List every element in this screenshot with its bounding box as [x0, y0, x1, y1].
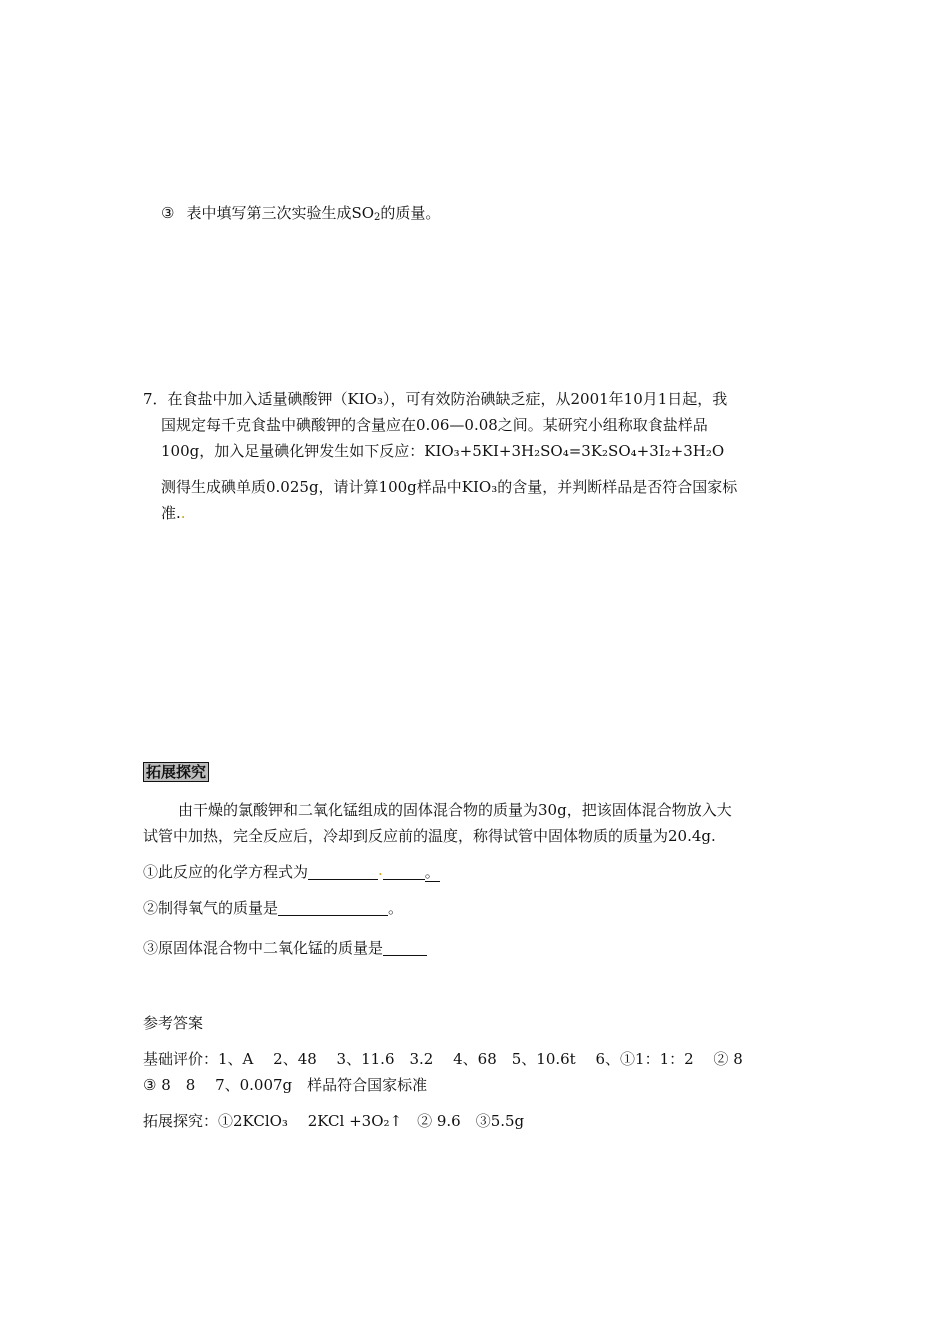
q7-line5: [161, 503, 186, 523]
answers-basic-line2: ③ 8 8 7、0.007g 样品符合国家标准: [143, 1076, 428, 1094]
extension-item2-label: ②制得氧气的质量是: [143, 899, 279, 917]
q6-item3-text-after: 的质量。: [380, 204, 441, 222]
extension-item2: [143, 898, 403, 918]
answer-blank-oxygen: [278, 899, 388, 916]
q6-item3-marker: ③: [161, 204, 175, 222]
answers-title: 参考答案: [143, 1014, 204, 1032]
extension-heading: 拓展探究: [143, 762, 209, 782]
stray-dot: .: [378, 861, 383, 879]
extension-para-line1: 由干燥的氯酸钾和二氧化锰组成的固体混合物的质量为30g，把该固体混合物放入大: [178, 801, 732, 819]
q6-item3-subscript: 2: [374, 212, 381, 223]
q6-item3: [161, 203, 440, 223]
q7-line5-text: 准.: [161, 504, 181, 522]
q7-line2: 国规定每千克食盐中碘酸钾的含量应在0.06—0.08之间。某研究小组称取食盐样品: [161, 416, 708, 434]
q7-number: 7．: [143, 390, 168, 408]
answer-blank-mno2: [383, 939, 427, 956]
q7-line1-text: 在食盐中加入适量碘酸钾（KIO₃），可有效防治碘缺乏症，从2001年10月1日起，我: [167, 390, 728, 408]
answer-blank-equation: [308, 863, 378, 880]
extension-heading-row: [143, 762, 209, 782]
extension-para-line2: 试管中加热，完全反应后，冷却到反应前的温度，称得试管中固体物质的质量为20.4g.: [143, 827, 716, 845]
answers-basic-line1: 基础评价：1、A 2、48 3、11.6 3.2 4、68 5、10.6t 6、①1：1：2 ② 8: [143, 1050, 743, 1068]
extension-item1-end: 。: [424, 863, 440, 881]
q6-item3-text: 表中填写第三次实验生成SO: [186, 204, 375, 222]
q7-line4: 测得生成碘单质0.025g，请计算100g样品中KIO₃的含量，并判断样品是否符合国家标: [161, 478, 738, 496]
extension-item1-label: ①此反应的化学方程式为: [143, 863, 309, 881]
extension-item3: [143, 938, 427, 958]
q7-line3: 100g，加入足量碘化钾发生如下反应：KIO₃+5KI+3H₂SO₄=3K₂SO₄+3I₂+3H₂O: [161, 442, 725, 460]
extension-item2-end: 。: [388, 899, 404, 917]
answer-blank-equation-2: [383, 863, 425, 880]
answers-extension-line: 拓展探究：①2KClO₃ 2KCl +3O₂↑ ② 9.6 ③5.5g: [143, 1112, 525, 1130]
q7-line1: [143, 389, 727, 409]
extension-item1: [143, 862, 440, 882]
extension-item3-label: ③原固体混合物中二氧化锰的质量是: [143, 939, 384, 957]
stray-dot: .: [180, 504, 186, 522]
